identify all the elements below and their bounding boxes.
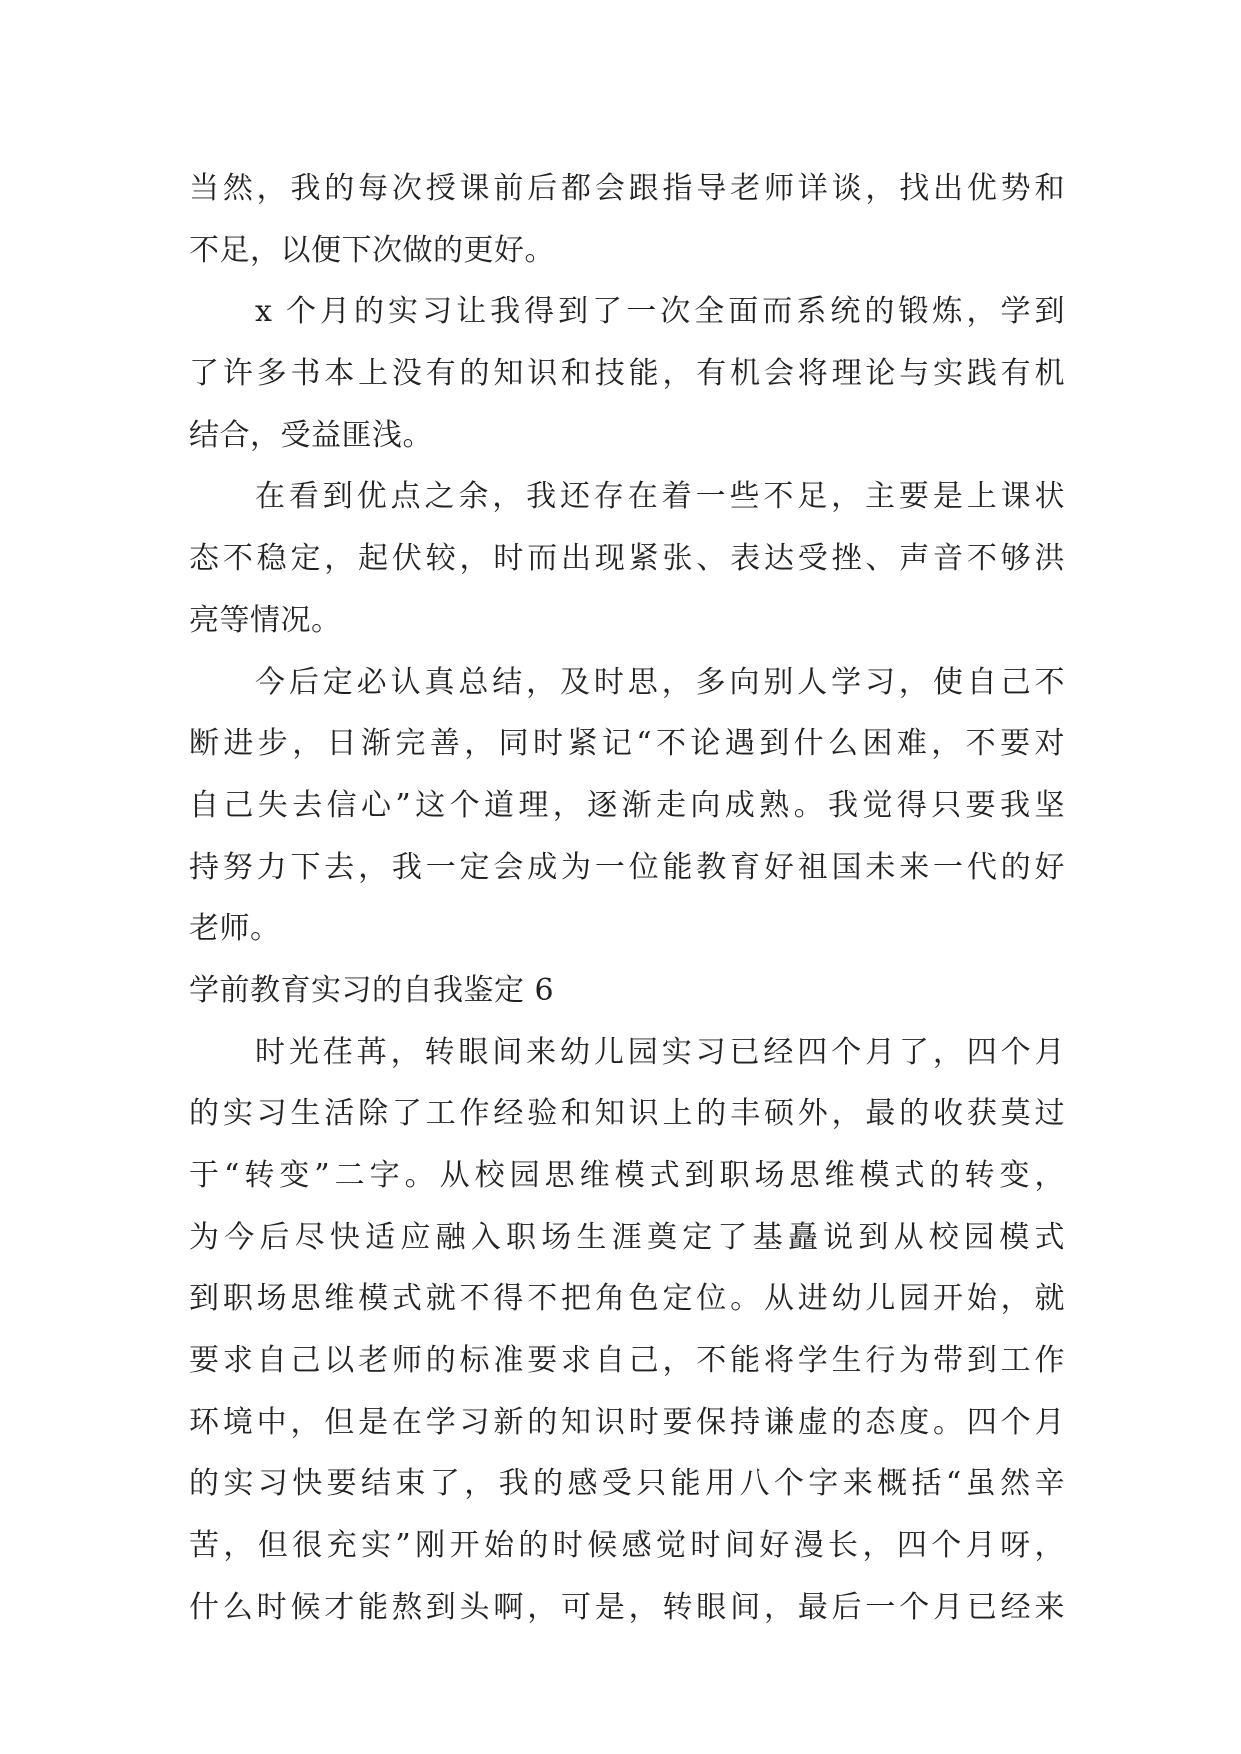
section-heading: 学前教育实习的自我鉴定 6 <box>189 972 555 1008</box>
paragraph-line: 时光荏苒，转眼间来幼儿园实习已经四个月了，四个月 <box>255 1034 1065 1070</box>
paragraph-line: 不足，以便下次做的更好。 <box>189 232 555 268</box>
paragraph-line: 断进步，日渐完善，同时紧记“不论遇到什么困难，不要对 <box>189 726 1065 762</box>
document-body <box>189 158 1065 1639</box>
paragraph-line: 苦，但很充实”刚开始的时候感觉时间好漫长，四个月呀， <box>189 1528 1065 1564</box>
paragraph-line: 的实习快要结束了，我的感受只能用八个字来概括“虽然辛 <box>189 1466 1065 1502</box>
paragraph-line: 的实习生活除了工作经验和知识上的丰硕外，最的收获莫过 <box>189 1096 1065 1132</box>
paragraph-line: 当然，我的每次授课前后都会跟指导老师详谈，找出优势和 <box>189 171 1065 206</box>
paragraph-line: x 个月的实习让我得到了一次全面而系统的锻炼，学到 <box>255 294 1065 330</box>
paragraph-line: 要求自己以老师的标准要求自己，不能将学生行为带到工作 <box>189 1343 1065 1379</box>
paragraph-line: 到职场思维模式就不得不把角色定位。从进幼儿园开始，就 <box>189 1281 1065 1317</box>
paragraph-line: 结合，受益匪浅。 <box>189 417 433 453</box>
paragraph-line: 态不稳定，起伏较，时而出现紧张、表达受挫、声音不够洪 <box>189 541 1065 577</box>
paragraph-line: 什么时候才能熬到头啊，可是，转眼间，最后一个月已经来 <box>189 1589 1065 1625</box>
paragraph-line: 了许多书本上没有的知识和技能，有机会将理论与实践有机 <box>189 356 1065 392</box>
paragraph-line: 在看到优点之余，我还存在着一些不足，主要是上课状 <box>255 479 1065 515</box>
paragraph-line: 今后定必认真总结，及时思，多向别人学习，使自己不 <box>255 664 1065 700</box>
paragraph-line: 于“转变”二字。从校园思维模式到职场思维模式的转变， <box>189 1158 1065 1193</box>
paragraph-line: 环境中，但是在学习新的知识时要保持谦虚的态度。四个月 <box>189 1404 1065 1440</box>
paragraph-line: 持努力下去，我一定会成为一位能教育好祖国未来一代的好 <box>189 849 1065 885</box>
paragraph-line: 亮等情况。 <box>189 602 342 638</box>
paragraph-line: 自己失去信心”这个道理，逐渐走向成熟。我觉得只要我坚 <box>189 787 1065 823</box>
paragraph-line: 老师。 <box>189 911 281 947</box>
paragraph-line: 为今后尽快适应融入职场生涯奠定了基矗说到从校园模式 <box>189 1219 1065 1255</box>
